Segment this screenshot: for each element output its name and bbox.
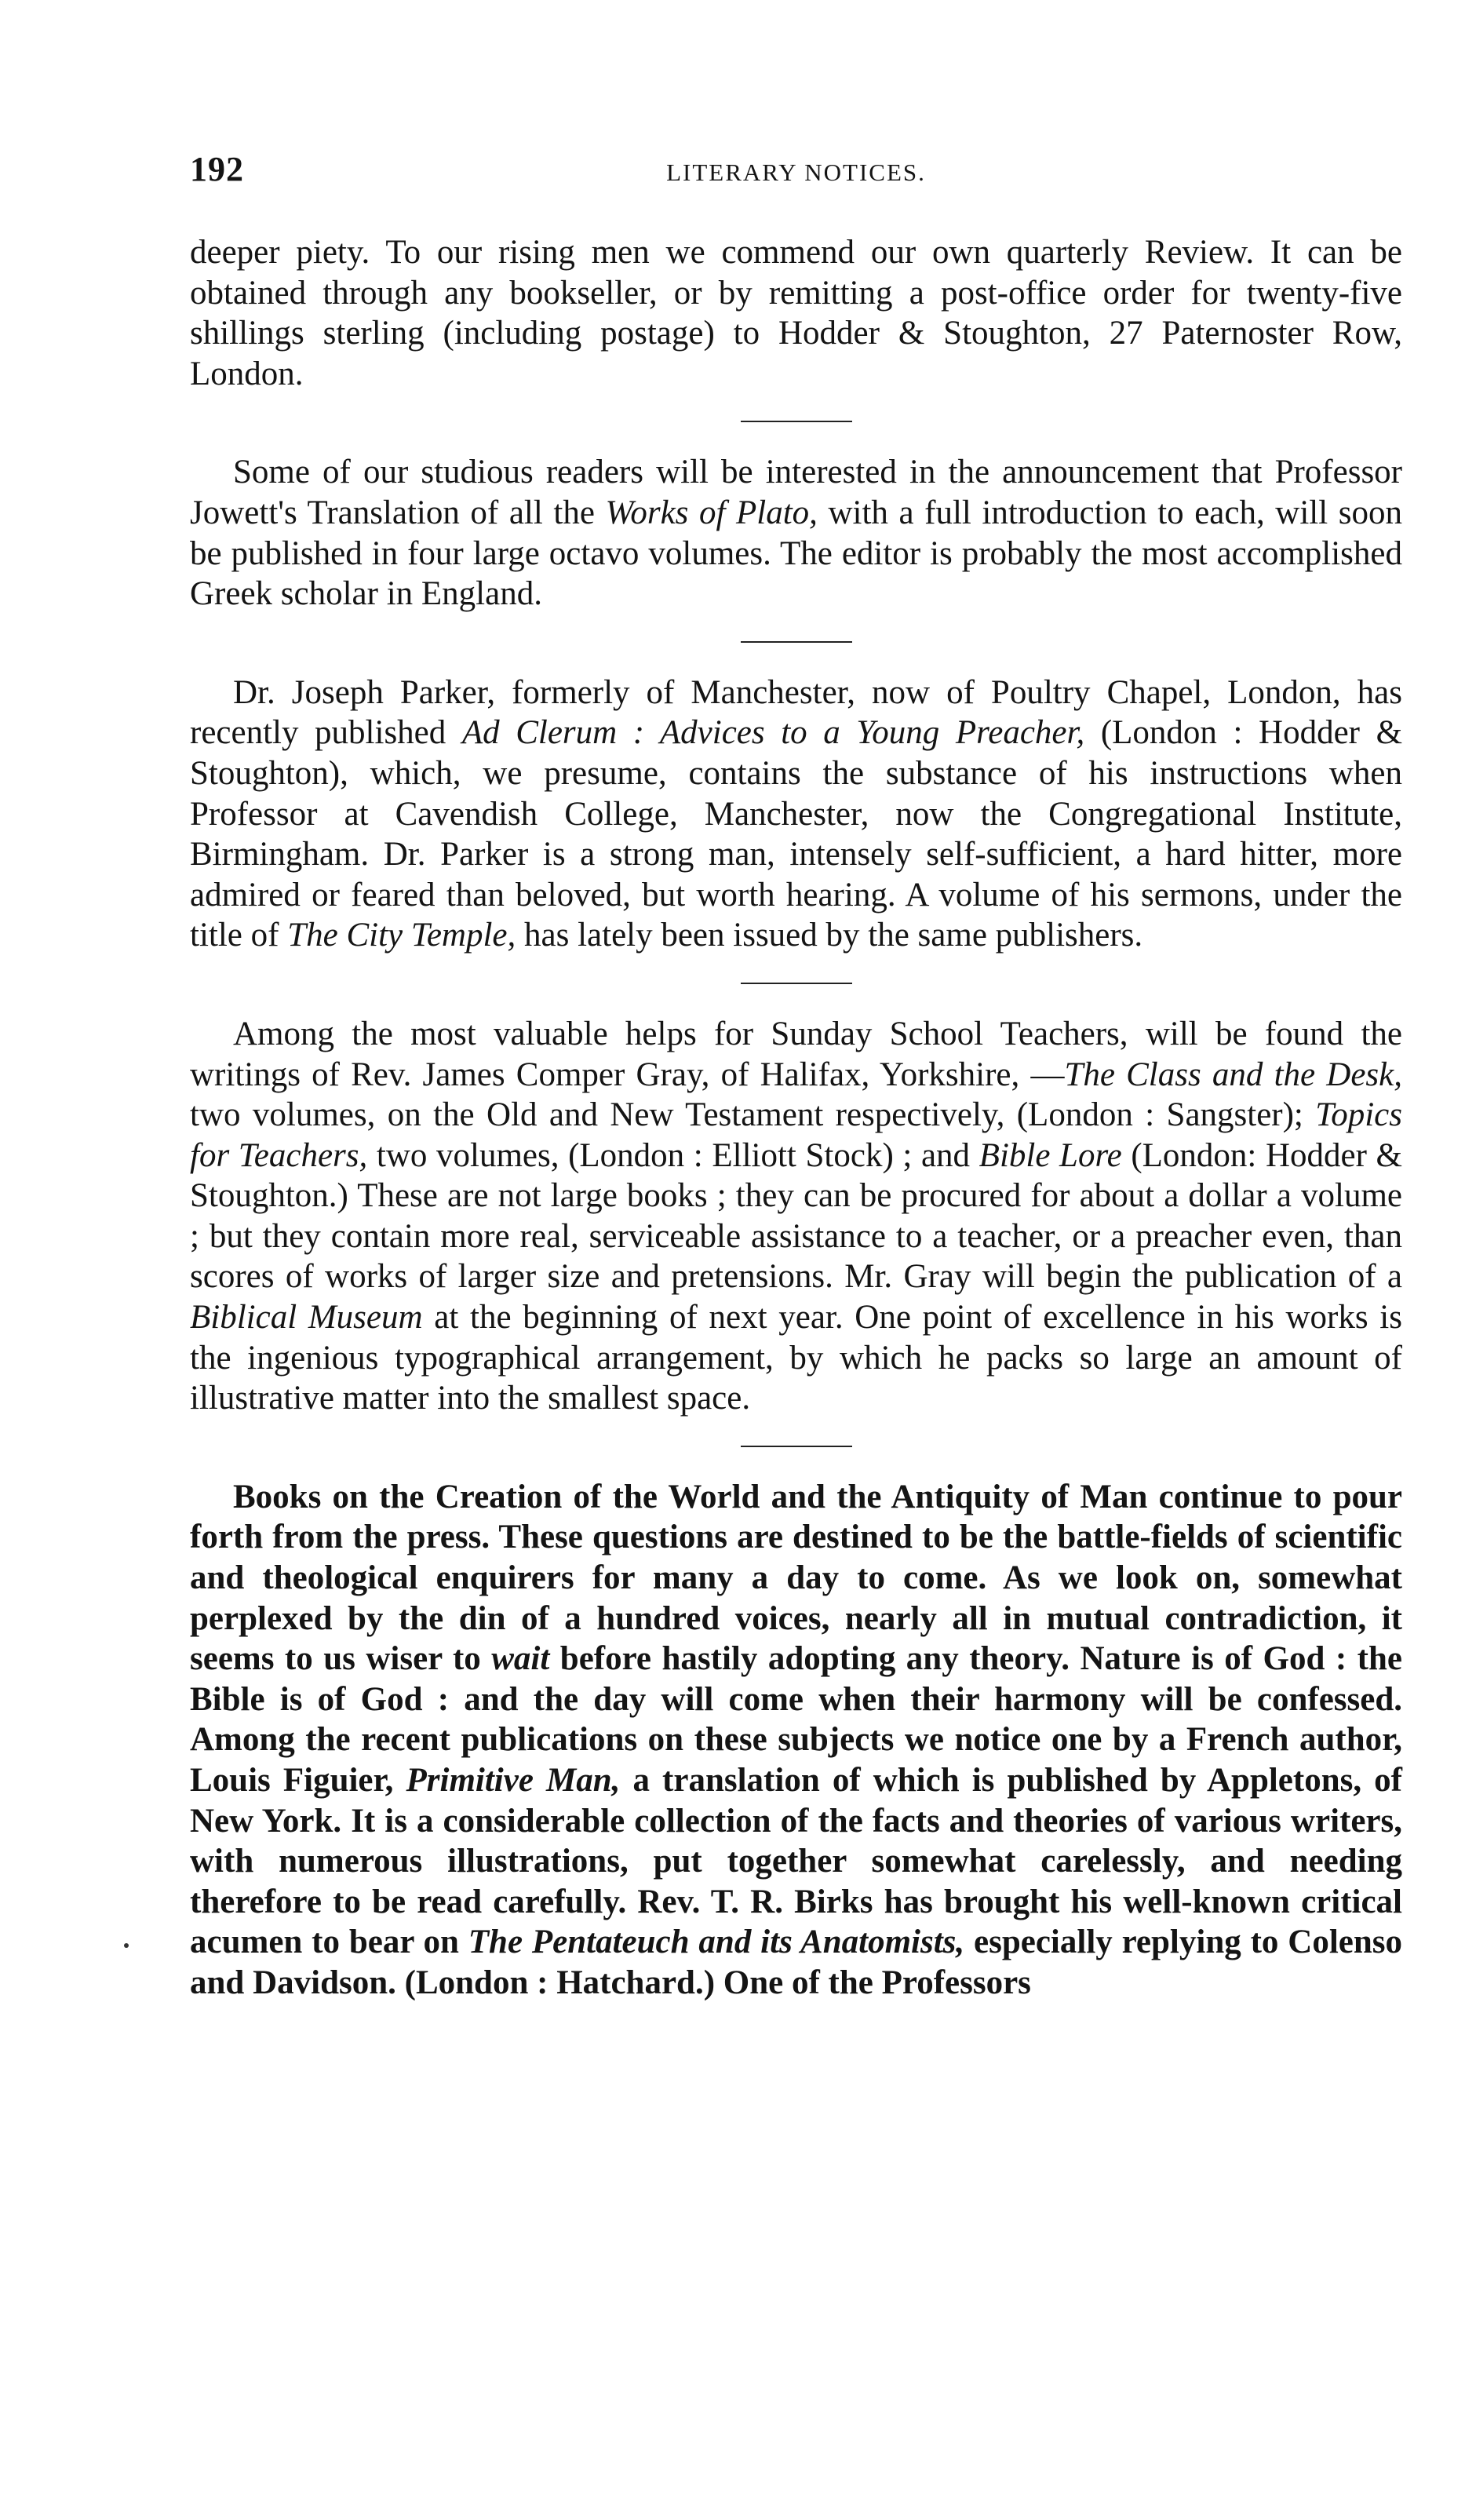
section-divider [741,983,852,984]
paragraph-text: two volumes, on the Old and New Testament respectively, (London : Sangster); [190,1096,1316,1134]
paragraph-text: especially replying to Colenso and Davidson. (London : Hatchard.) One of the Professors [190,1924,1402,2001]
paragraph-text: has lately been issued by the same publishers. [516,917,1143,954]
paragraph-text: with a full introduction to each, will soon be published in four large octavo volumes. The editor is probably the most accomplished Greek scholar in England. [190,494,1402,613]
paragraph-text: two volumes, (London : Elliott Stock) ; and [367,1136,979,1174]
paragraph-text: Dr. Joseph Parker, formerly of Manchester, now of Poultry Chapel, London, has recently published [190,673,1402,752]
section-divider [741,1446,852,1447]
running-title: LITERARY NOTICES. [666,159,926,186]
emphasis-text: wait [491,1640,550,1678]
paragraph-quarterly-review [190,232,1402,394]
paragraph-text: Some of our studious readers will be interested in the announcement that Professor Jowett's Translation of all the [190,454,1402,531]
book-title: The City Temple, [287,917,516,954]
document-page [190,149,1402,2004]
paragraph-text: deeper piety. To our rising men we commend our own quarterly Review. It can be obtained through any bookseller, or by remitting a post-office order for twenty-five shillings sterling (including postage) to Hodder & Stoughton, 27 Paternoster Row, London. [190,234,1402,392]
book-title: Ad Clerum : Advices to a Young Preacher, [461,714,1085,752]
page-number: 192 [190,150,244,188]
book-title: The Class and the Desk, [1064,1056,1403,1093]
paragraph-text: Among the most valuable helps for Sunday School Teachers, will be found the writings of Rev. James Comper Gray, of Halifax, Yorkshire, — [190,1015,1402,1093]
book-title: Biblical Museum [190,1299,423,1337]
book-title: Topics for Teachers, [190,1096,1402,1174]
book-title: Primitive Man, [406,1762,621,1799]
paragraph-text: before hastily adopting any theory. Nature is of God : the Bible is of God : and the day will come when their harmony will be confessed. Among the recent publications on these subjects we notice one by a French author, Louis Figuier, [190,1640,1403,1799]
book-title: Works of Plato, [605,494,818,531]
paragraph-text: (London : Hodder & Stoughton), which, we presume, contains the substance of his instructions when Professor at Cavendish College, Manchester, now the Congregational Institute, Birmingham. Dr. Parker is a strong man, intensely self-sufficient, a hard hitter, more admired or feared than beloved, but worth hearing. A volume of his sermons, under the title of [190,714,1403,954]
running-head [190,149,1402,204]
book-title: Bible Lore [978,1136,1122,1174]
paragraph-text: at the beginning of next year. One point of excellence in his works is the ingenious typographical arrangement, by which he packs so large an amount of illustrative matter into the smallest space. [190,1299,1402,1417]
section-divider [741,421,852,422]
section-divider [741,641,852,643]
paragraph-creation-antiquity [190,1477,1402,2004]
paragraph-text: (London: Hodder & Stoughton.) These are not large books ; they can be procured for about a dollar a volume ; but they contain more real, serviceable assistance to a teacher, or a preacher even, than scores of works of larger size and pretensions. Mr. Gray will begin the publication of a [190,1136,1402,1296]
book-title: The Pentateuch and its Anatomists, [468,1924,965,1961]
paragraph-jowett-plato [190,452,1402,614]
paragraph-joseph-parker [190,673,1402,956]
ink-speck [124,1943,129,1948]
paragraph-sunday-school [190,1014,1402,1419]
paragraph-text: a translation of which is published by Appletons, of New York. It is a considerable collection of the facts and theories of various writers, with numerous illustrations, put together somewhat carelessly, and needing therefore to be read carefully. Rev. T. R. Birks has brought his well-known critical acumen to bear on [190,1762,1403,1961]
paragraph-text: Books on the Creation of the World and the Antiquity of Man continue to pour forth from the press. These questions are destined to be the battle-fields of scientific and theological enquirers for many a day to come. As we look on, somewhat perplexed by the din of a hundred voices, nearly all in mutual contradiction, it seems to us wiser to [190,1478,1402,1678]
